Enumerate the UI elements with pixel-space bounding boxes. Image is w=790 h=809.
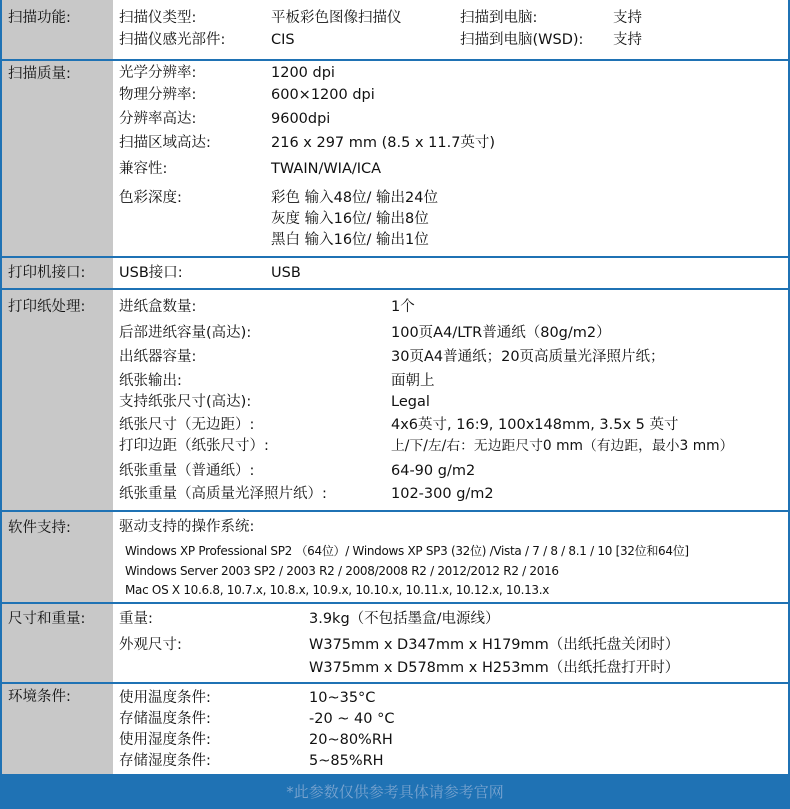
section-values <box>113 604 788 682</box>
os-title: 驱动支持的操作系统: <box>119 519 255 535</box>
section-values <box>113 61 788 256</box>
spec-key: 存储温度条件: <box>119 711 211 727</box>
spec-key: 扫描到电脑: <box>460 10 538 26</box>
spec-key: USB接口: <box>119 265 183 281</box>
spec-key: 扫描仪感光部件: <box>119 32 226 48</box>
spec-key: 纸张重量（高质量光泽照片纸）: <box>119 486 327 502</box>
spec-value: Legal <box>391 394 430 410</box>
spec-value: 64-90 g/m2 <box>391 463 476 479</box>
section-values <box>113 290 788 510</box>
spec-key: 纸张尺寸（无边距）: <box>119 417 255 433</box>
spec-key: 兼容性: <box>119 161 168 177</box>
spec-key: 光学分辨率: <box>119 65 197 81</box>
section-paper-handling <box>2 290 788 510</box>
spec-value: 5~85%RH <box>309 753 384 769</box>
spec-key: 重量: <box>119 611 153 627</box>
spec-key: 扫描仪类型: <box>119 10 197 26</box>
os-line: Mac OS X 10.6.8, 10.7.x, 10.8.x, 10.9.x, 10.10.x, 10.11.x, 10.12.x, 10.13.x <box>125 583 550 597</box>
spec-value: 9600dpi <box>271 111 331 127</box>
spec-key: 出纸器容量: <box>119 349 197 365</box>
spec-key: 存储湿度条件: <box>119 753 211 769</box>
spec-value: 1个 <box>391 299 415 315</box>
section-label: 扫描功能: <box>2 0 113 59</box>
section-scan-function <box>2 0 788 59</box>
section-values <box>113 258 788 288</box>
spec-key: 分辨率高达: <box>119 111 197 127</box>
footer-disclaimer: *此参数仅供参考具体请参考官网 <box>286 783 504 801</box>
spec-value: W375mm x D578mm x H253mm（出纸托盘打开时） <box>309 660 680 676</box>
spec-key: 纸张重量（普通纸）: <box>119 463 255 479</box>
section-label: 尺寸和重量: <box>2 604 113 682</box>
spec-value: 100页A4/LTR普通纸（80g/m2） <box>391 325 611 341</box>
spec-value: 102-300 g/m2 <box>391 486 494 502</box>
spec-value: 上/下/左/右：无边距尺寸0 mm（有边距，最小3 mm） <box>391 438 734 454</box>
spec-key: 使用湿度条件: <box>119 732 211 748</box>
spec-key: 支持纸张尺寸(高达): <box>119 394 252 410</box>
spec-value: 1200 dpi <box>271 65 335 81</box>
spec-value: 面朝上 <box>391 373 435 389</box>
spec-value: TWAIN/WIA/ICA <box>271 161 382 177</box>
spec-key: 纸张输出: <box>119 373 182 389</box>
spec-value: 20~80%RH <box>309 732 393 748</box>
spec-key: 扫描到电脑(WSD): <box>460 32 584 48</box>
spec-value: 支持 <box>613 10 642 26</box>
section-label: 扫描质量: <box>2 61 113 256</box>
section-size-weight <box>2 604 788 682</box>
spec-key: 扫描区域高达: <box>119 135 211 151</box>
spec-key: 外观尺寸: <box>119 637 182 653</box>
spec-value: 30页A4普通纸；20页高质量光泽照片纸； <box>391 349 665 365</box>
spec-key: 打印边距（纸张尺寸）: <box>119 438 269 454</box>
spec-value: 216 x 297 mm (8.5 x 11.7英寸) <box>271 135 496 151</box>
section-values <box>113 0 788 59</box>
section-label: 打印机接口: <box>2 258 113 288</box>
section-label: 环境条件: <box>2 684 113 774</box>
spec-key: 物理分辨率: <box>119 87 197 103</box>
spec-value: 支持 <box>613 32 642 48</box>
spec-value: 黑白 输入16位/ 输出1位 <box>271 232 429 248</box>
spec-value: 10~35°C <box>309 690 376 706</box>
spec-key: 色彩深度: <box>119 190 182 206</box>
spec-key: 后部进纸容量(高达): <box>119 325 252 341</box>
spec-value: USB <box>271 265 301 281</box>
spec-value: 600×1200 dpi <box>271 87 375 103</box>
section-software-support <box>2 512 788 602</box>
spec-key: 进纸盒数量: <box>119 299 197 315</box>
os-line: Windows XP Professional SP2 （64位）/ Windows XP SP3 (32位) /Vista / 7 / 8 / 8.1 / 10 [32位和64位] <box>125 544 689 558</box>
section-label: 打印纸处理: <box>2 290 113 510</box>
spec-key: 使用温度条件: <box>119 690 211 706</box>
section-printer-interface <box>2 258 788 288</box>
spec-value: 3.9kg（不包括墨盒/电源线） <box>309 611 500 627</box>
spec-value: 平板彩色图像扫描仪 <box>271 10 402 26</box>
spec-value: 灰度 输入16位/ 输出8位 <box>271 211 429 227</box>
spec-value: 4x6英寸, 16:9, 100x148mm, 3.5x 5 英寸 <box>391 417 679 433</box>
section-values <box>113 684 788 774</box>
spec-value: W375mm x D347mm x H179mm（出纸托盘关闭时） <box>309 637 680 653</box>
section-environment <box>2 684 788 774</box>
section-label: 软件支持: <box>2 512 113 602</box>
section-scan-quality <box>2 61 788 256</box>
os-line: Windows Server 2003 SP2 / 2003 R2 / 2008/2008 R2 / 2012/2012 R2 / 2016 <box>125 564 559 578</box>
spec-value: CIS <box>271 32 295 48</box>
spec-value: 彩色 输入48位/ 输出24位 <box>271 190 439 206</box>
section-values <box>113 512 788 602</box>
spec-value: -20 ~ 40 °C <box>309 711 395 727</box>
